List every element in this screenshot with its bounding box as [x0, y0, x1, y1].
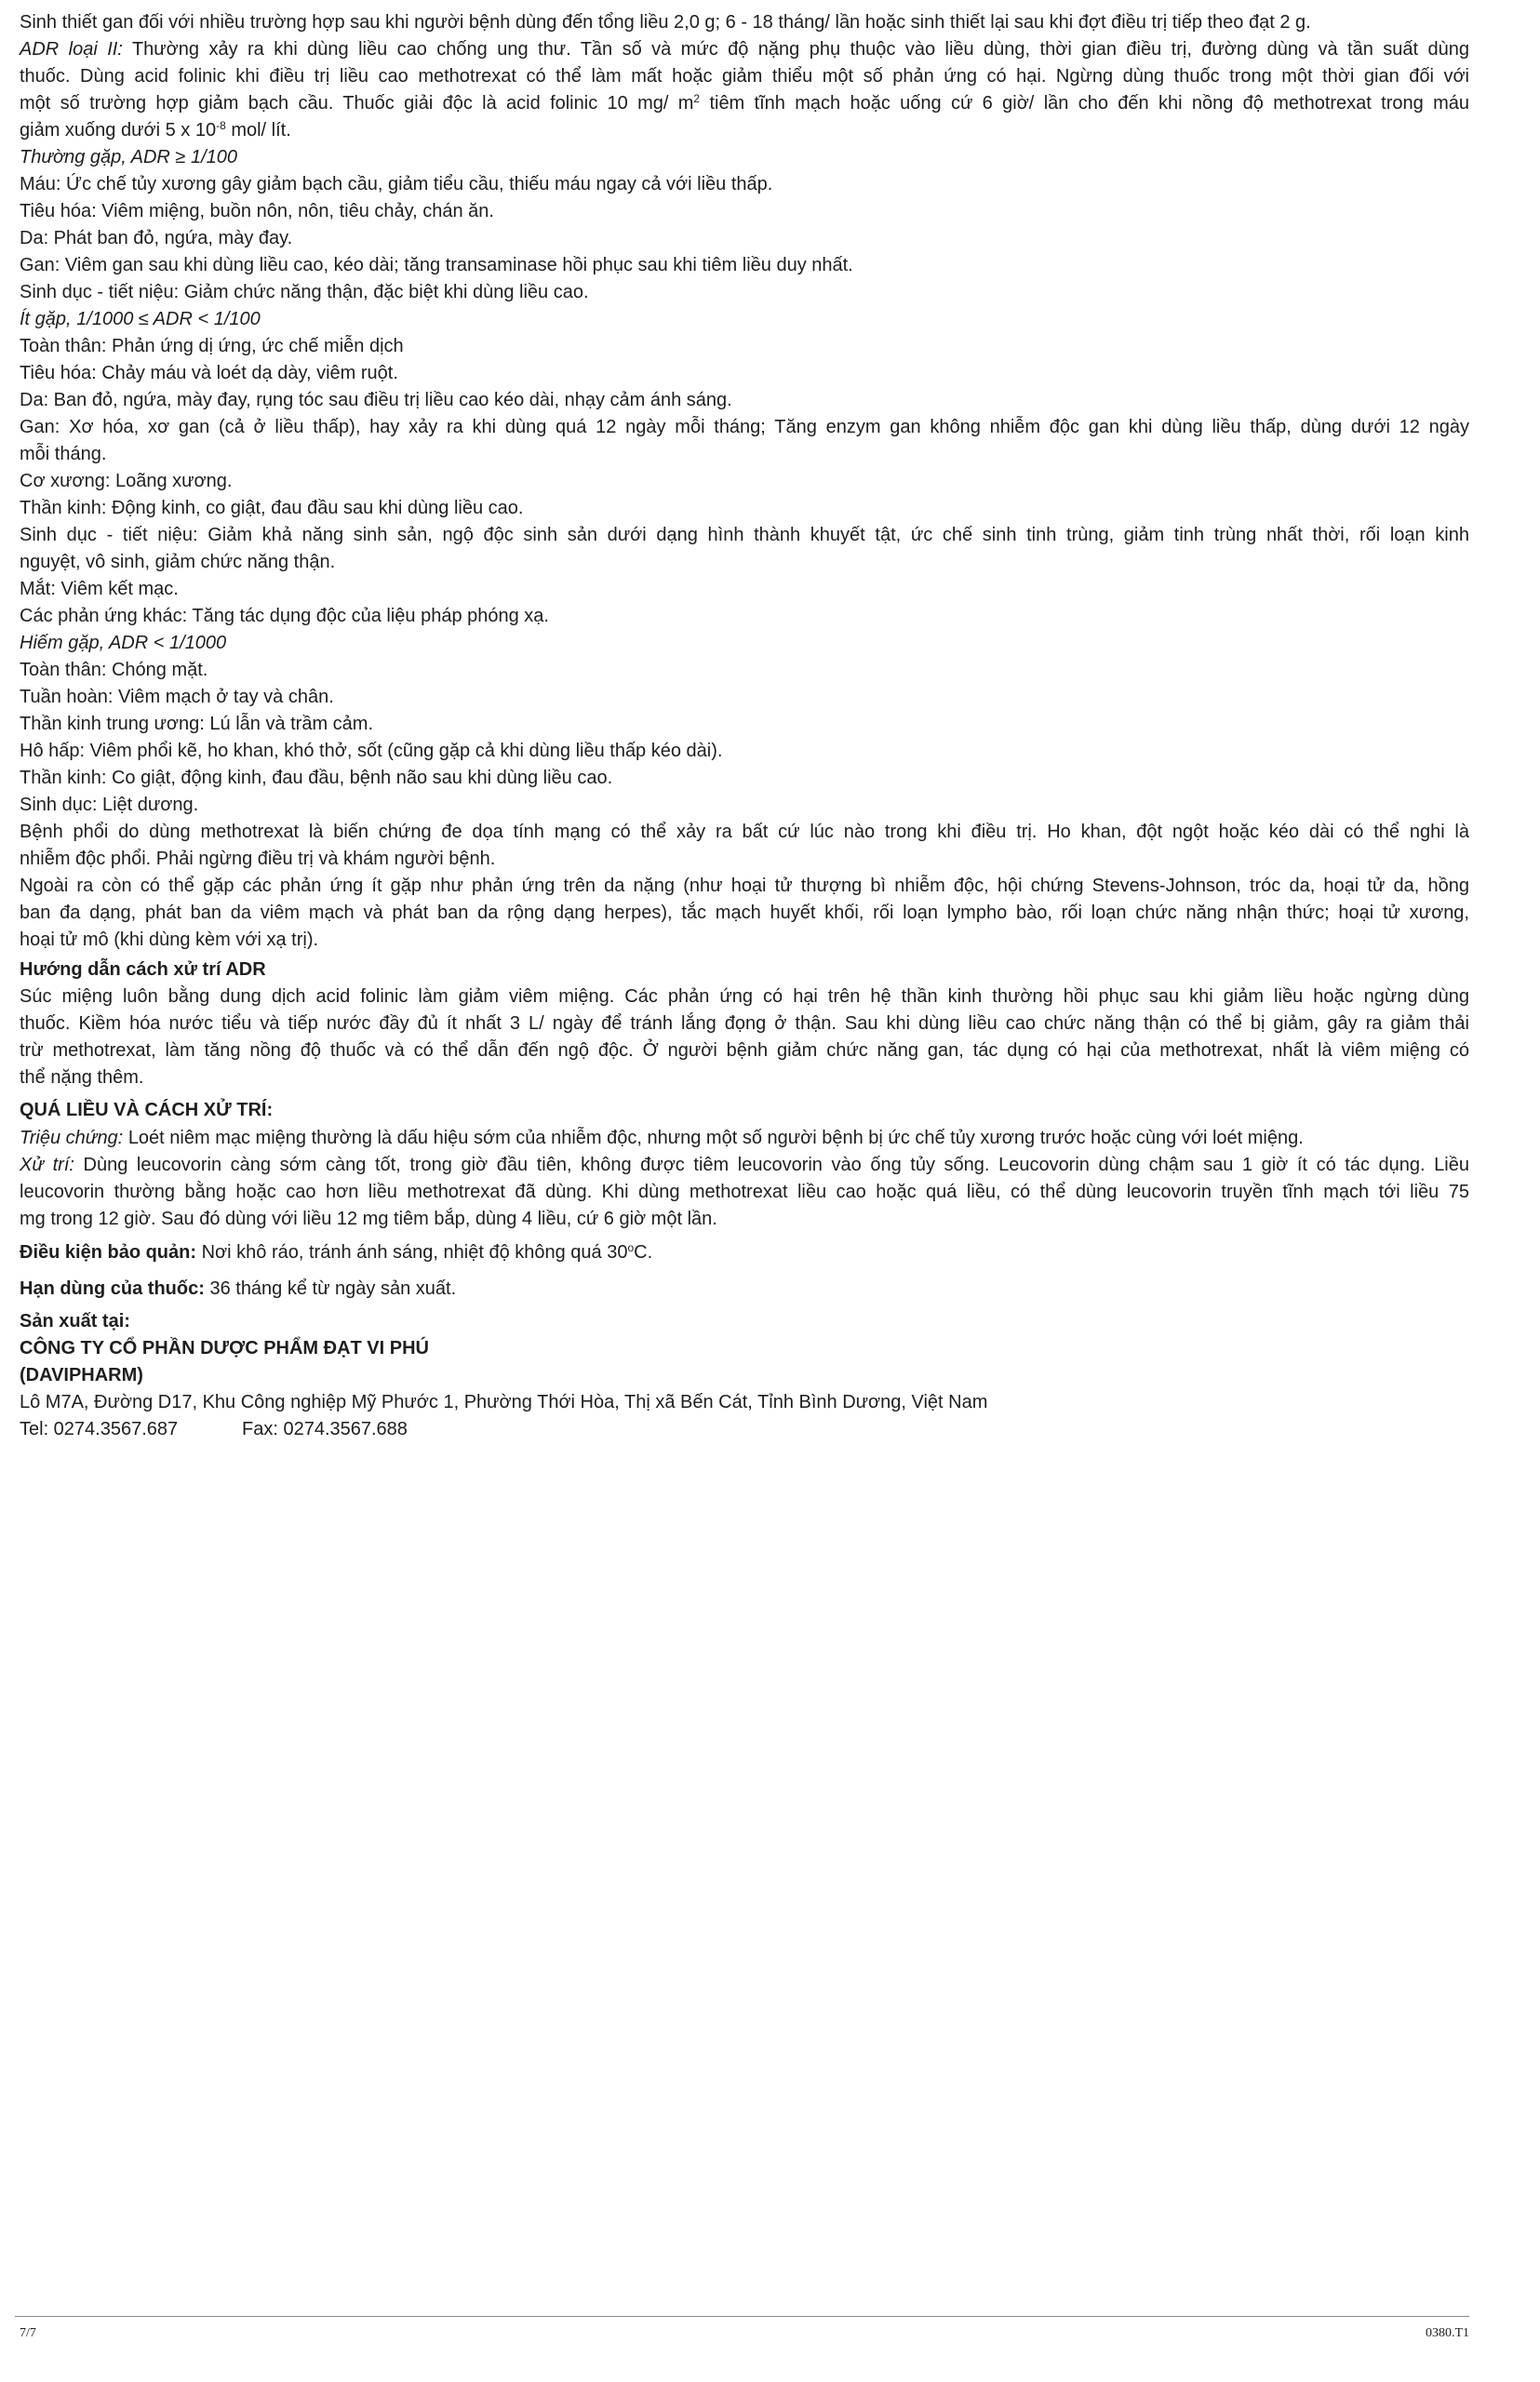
uncommon-adr-line: Các phản ứng khác: Tăng tác dụng độc của liệu pháp phóng xạ. — [20, 606, 549, 626]
overdose-treatment-line: leucovorin thường bằng hoặc cao hơn liều methotrexat đã dùng. Khi dùng methotrexat liều cao hoặc quá liều, có thể dùng leucovorin truyền tĩnh mạch tới liều 75 — [20, 1182, 1469, 1202]
manufacturer-company: CÔNG TY CỔ PHẦN DƯỢC PHẨM ĐẠT VI PHÚ — [20, 1338, 429, 1358]
uncommon-adr-line: Sinh dục - tiết niệu: Giảm khả năng sinh sản, ngộ độc sinh sản dưới dạng hình thành khuyết tật, ức chế sinh tinh trùng, giảm tinh trùng nhất thời, rối loạn kinh — [20, 525, 1469, 545]
target-level-unit: mol/ lít. — [231, 120, 291, 141]
antidote-line — [20, 90, 1469, 117]
biopsy-note: Sinh thiết gan đối với nhiều trường hợp sau khi người bệnh dùng đến tổng liều 2,0 g; 6 - 18 tháng/ lần hoặc sinh thiết lại sau khi đợt điều trị tiếp theo đạt 2 g. — [20, 12, 1311, 33]
other-reactions-line: ban đa dạng, phát ban da viêm mạch và phát ban da rộng dạng herpes), tắc mạch huyết khối, rối loạn lympho bào, rối loạn chức năng nhận thức; hoại tử xương, — [20, 903, 1469, 923]
uncommon-adr-line: nguyệt, vô sinh, giảm chức năng thận. — [20, 552, 336, 572]
footer-document-code: 0380.T1 — [1425, 2326, 1469, 2340]
adr-management-line: thể nặng thêm. — [20, 1067, 144, 1088]
shelf-life-label: Hạn dùng của thuốc: — [20, 1278, 205, 1299]
rare-adr-line: Tuần hoàn: Viêm mạch ở tay và chân. — [20, 687, 334, 707]
manufacturer-company-line — [20, 1335, 1469, 1362]
uncommon-adr-line: Gan: Xơ hóa, xơ gan (cả ở liều thấp), hay xảy ra khi dùng quá 12 ngày mỗi tháng; Tăng enzym gan không nhiễm độc gan khi dùng liều thấp, dùng dưới 12 ngày — [20, 417, 1469, 437]
antidote-text: một số trường hợp giảm bạch cầu. Thuốc giải độc là acid folinic 10 mg/ m — [20, 93, 694, 114]
uncommon-adr-heading-text: Ít gặp, 1/1000 ≤ ADR < 1/100 — [20, 309, 261, 329]
adr-type2-text: Thường xảy ra khi dùng liều cao chống ung thư. Tần số và mức độ nặng phụ thuộc vào liều dùng, thời gian điều trị, đường dùng và tần suất dùng — [131, 39, 1469, 60]
manufacturer-address: Lô M7A, Đường D17, Khu Công nghiệp Mỹ Phước 1, Phường Thới Hòa, Thị xã Bến Cát, Tỉnh Bình Dương, Việt Nam — [20, 1392, 988, 1412]
leaflet-text — [20, 9, 1469, 1443]
adr-management-line: thuốc. Kiềm hóa nước tiểu và tiếp nước đầy đủ ít nhất 3 L/ ngày để tránh lắng đọng ở thận. Sau khi dùng liều cao chức năng thận có thể bị giảm, gây ra giảm thải — [20, 1013, 1469, 1034]
manufacturer-label: Sản xuất tại: — [20, 1311, 130, 1332]
manufacturer-contact-line — [20, 1416, 1469, 1443]
common-adr-line: Tiêu hóa: Viêm miệng, buồn nôn, nôn, tiêu chảy, chán ăn. — [20, 201, 494, 221]
common-adr-line: Gan: Viêm gan sau khi dùng liều cao, kéo dài; tăng transaminase hồi phục sau khi tiêm liều duy nhất. — [20, 255, 853, 275]
rare-adr-line: Toàn thân: Chóng mặt. — [20, 660, 208, 680]
overdose-symptoms-label: Triệu chứng: — [20, 1128, 124, 1148]
adr-type2-label: ADR loại II: — [20, 39, 123, 60]
pulmonary-note-line: Bệnh phổi do dùng methotrexat là biến chứng đe dọa tính mạng có thể xảy ra bất cứ lúc nào trong khi điều trị. Ho khan, đột ngột hoặc kéo dài có thể nghi là — [20, 822, 1469, 842]
adr-management-heading — [20, 957, 1469, 984]
common-adr-line: Máu: Ức chế tủy xương gây giảm bạch cầu, giảm tiểu cầu, thiếu máu ngay cả với liều thấp. — [20, 174, 773, 194]
overdose-symptoms-line — [20, 1125, 1469, 1152]
overdose-symptoms-text: Loét niêm mạc miệng thường là dấu hiệu sớm của nhiễm độc, nhưng một số người bệnh bị ức chế tủy xương trước hoặc cùng với loét miệng. — [127, 1128, 1304, 1148]
manufacturer-short-name-line — [20, 1362, 1469, 1389]
storage-line — [20, 1239, 1469, 1266]
common-adr-line: Da: Phát ban đỏ, ngứa, mày đay. — [20, 228, 293, 248]
target-level-text: giảm xuống dưới 5 x 10 — [20, 120, 217, 141]
manufacturer-short-name: (DAVIPHARM) — [20, 1365, 143, 1385]
antidote-text-cont: tiêm tĩnh mạch hoặc uống cứ 6 giờ/ lần cho đến khi nồng độ methotrexat trong máu — [709, 93, 1469, 114]
overdose-heading — [20, 1097, 1469, 1124]
rare-adr-heading — [20, 630, 1469, 657]
manufacturer-label-line — [20, 1308, 1469, 1335]
rare-adr-line: Thần kinh trung ương: Lú lẫn và trầm cảm. — [20, 714, 374, 734]
uncommon-adr-line: Thần kinh: Động kinh, co giật, đau đầu sau khi dùng liều cao. — [20, 498, 524, 518]
uncommon-adr-line: Cơ xương: Loãng xương. — [20, 471, 233, 491]
adr-type2-line — [20, 36, 1469, 63]
common-adr-heading — [20, 144, 1469, 171]
rare-adr-line: Sinh dục: Liệt dương. — [20, 795, 199, 815]
manufacturer-tel: Tel: 0274.3567.687 — [20, 1419, 179, 1439]
exponent-superscript: -8 — [216, 118, 226, 132]
adr-management-line: Súc miệng luôn bằng dung dịch acid folinic làm giảm viêm miệng. Các phản ứng có hại trên hệ thần kinh thường hồi phục sau khi giảm liều hoặc ngừng dùng — [20, 986, 1469, 1007]
overdose-treatment-label: Xử trí: — [20, 1155, 74, 1175]
overdose-treatment-line: mg trong 12 giờ. Sau đó dùng với liều 12 mg tiêm bắp, dùng 4 liều, cứ 6 giờ một lần. — [20, 1209, 717, 1229]
rare-adr-line: Thần kinh: Co giật, động kinh, đau đầu, bệnh não sau khi dùng liều cao. — [20, 768, 613, 788]
other-reactions-line: hoại tử mô (khi dùng kèm với xạ trị). — [20, 930, 319, 950]
overdose-heading-text: QUÁ LIỀU VÀ CÁCH XỬ TRÍ: — [20, 1100, 274, 1120]
uncommon-adr-line: Mắt: Viêm kết mạc. — [20, 579, 179, 599]
pulmonary-note-line: nhiễm độc phổi. Phải ngừng điều trị và khám người bệnh. — [20, 849, 496, 869]
adr-management-heading-text: Hướng dẫn cách xử trí ADR — [20, 959, 266, 980]
uncommon-adr-line: mỗi tháng. — [20, 444, 107, 464]
adr-type2-line: thuốc. Dùng acid folinic khi điều trị liều cao methotrexat có thể làm mất hoặc giảm thiểu một số phản ứng có hại. Ngừng dùng thuốc trong một thời gian đối với — [20, 66, 1469, 87]
common-adr-line: Sinh dục - tiết niệu: Giảm chức năng thận, đặc biệt khi dùng liều cao. — [20, 282, 589, 302]
rare-adr-line: Hô hấp: Viêm phổi kẽ, ho khan, khó thở, sốt (cũng gặp cả khi dùng liều thấp kéo dài). — [20, 741, 723, 761]
uncommon-adr-heading — [20, 306, 1469, 333]
other-reactions-line: Ngoài ra còn có thể gặp các phản ứng ít gặp như phản ứng trên da nặng (như hoại tử thượng bì nhiễm độc, hội chứng Stevens-Johnson, tróc da, hoại tử da, hồng — [20, 876, 1469, 896]
degree-superscript: o — [627, 1240, 635, 1254]
uncommon-adr-line: Da: Ban đỏ, ngứa, mày đay, rụng tóc sau điều trị liều cao kéo dài, nhạy cảm ánh sáng. — [20, 390, 732, 410]
footer-divider — [15, 2316, 1469, 2317]
shelf-life-text: 36 tháng kể từ ngày sản xuất. — [209, 1278, 457, 1299]
storage-unit: C. — [634, 1242, 653, 1263]
overdose-treatment-line — [20, 1152, 1469, 1179]
common-adr-heading-text: Thường gặp, ADR ≥ 1/100 — [20, 147, 238, 167]
area-superscript: 2 — [693, 91, 701, 105]
storage-text: Nơi khô ráo, tránh ánh sáng, nhiệt độ không quá 30 — [201, 1242, 628, 1263]
uncommon-adr-line: Tiêu hóa: Chảy máu và loét dạ dày, viêm ruột. — [20, 363, 398, 383]
target-level-line — [20, 117, 1469, 144]
overdose-treatment-text: Dùng leucovorin càng sớm càng tốt, trong giờ đầu tiên, không được tiêm leucovorin vào ống tủy sống. Leucovorin dùng chậm sau 1 giờ ít có tác dụng. Liều — [83, 1155, 1469, 1175]
footer-page-number: 7/7 — [20, 2326, 36, 2340]
adr-management-line: trừ methotrexat, làm tăng nồng độ thuốc và có thể dẫn đến ngộ độc. Ở người bệnh giảm chức năng gan, tác dụng có hại của methotrexat, nhất là viêm miệng có — [20, 1040, 1469, 1061]
manufacturer-fax: Fax: 0274.3567.688 — [242, 1419, 408, 1439]
shelf-life-line — [20, 1276, 1469, 1303]
rare-adr-heading-text: Hiếm gặp, ADR < 1/1000 — [20, 633, 227, 653]
uncommon-adr-line: Toàn thân: Phản ứng dị ứng, ức chế miễn dịch — [20, 336, 404, 356]
storage-label: Điều kiện bảo quản: — [20, 1242, 197, 1263]
